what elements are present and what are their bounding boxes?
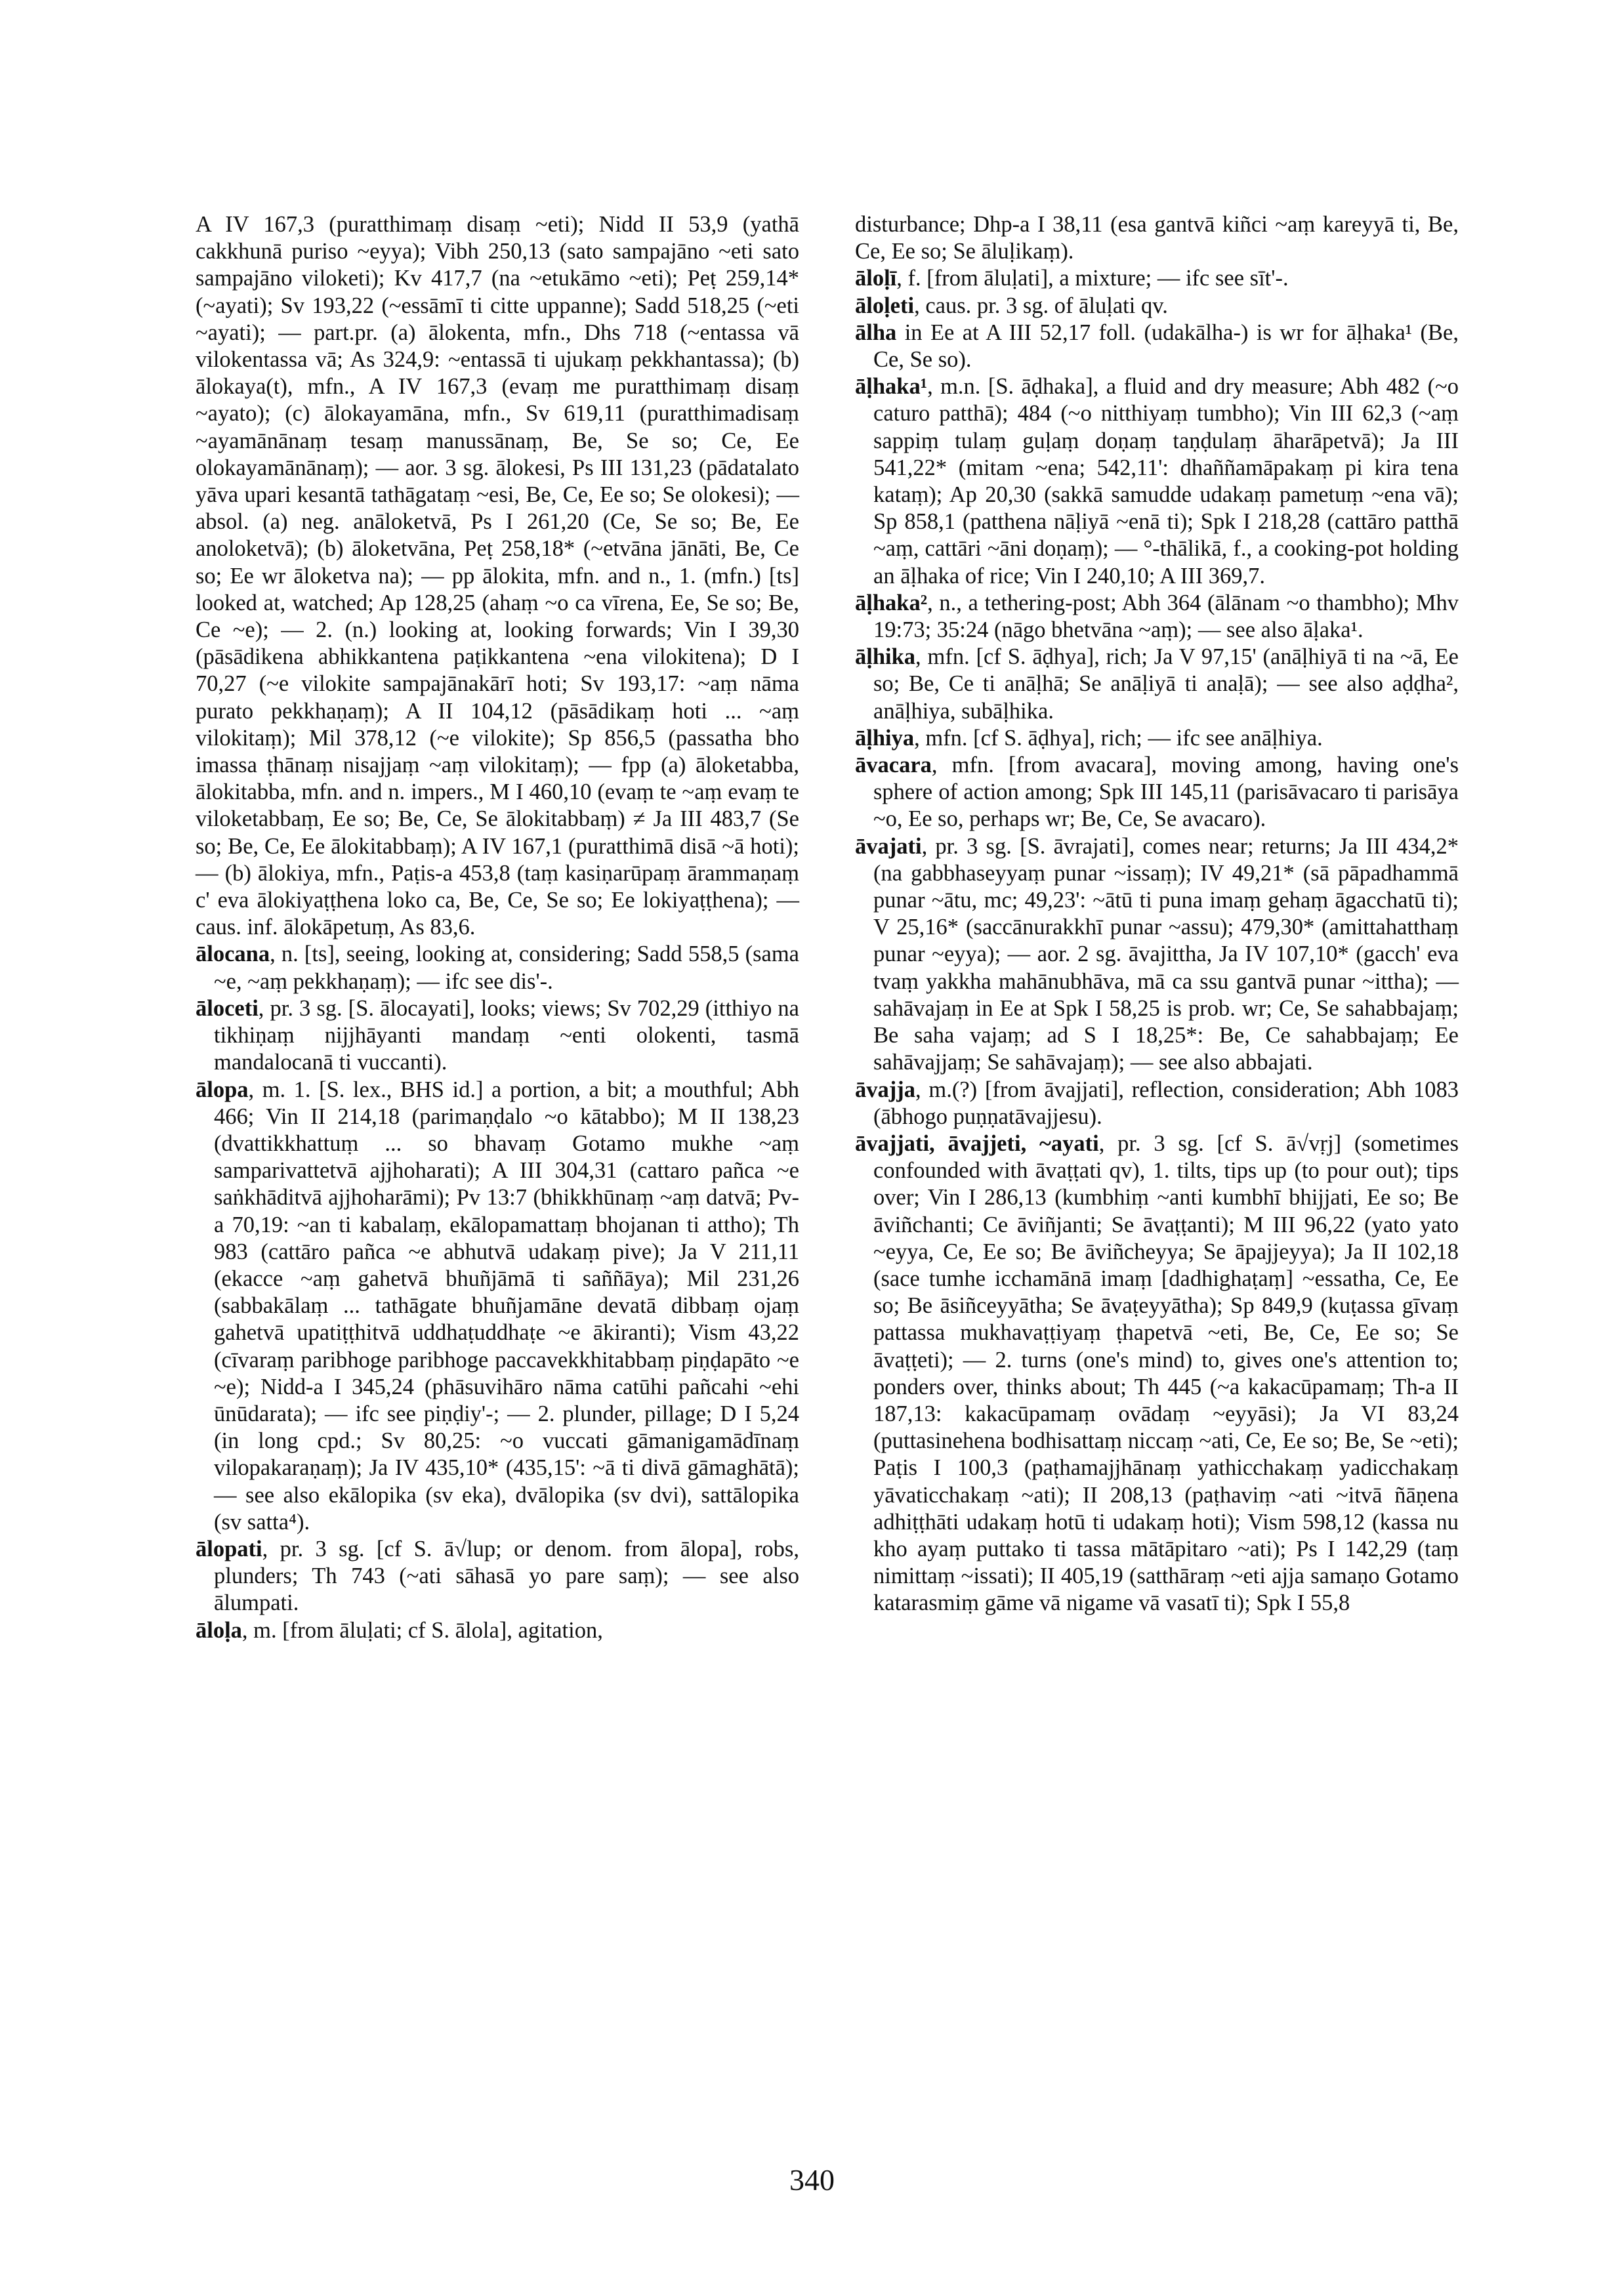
entry-text: , n., a tethering-post; Abh 364 (ālānam ~o thambho); Mhv 19:73; 35:24 (nāgo bhetvāna ~aṃ); — see also āḷaka¹. [873,590,1459,643]
entry-text: , m.(?) [from āvajjati], reflection, consideration; Abh 1083 (ābhogo puṇṇatāvajjesu). [873,1077,1459,1129]
entry [855,1130,1459,1617]
entry-text: , mfn. [from avacara], moving among, having one's sphere of action among; Spk III 145,11 (parisāvacaro ti parisāya ~o, Ee so, perhaps wr; Be, Ce, Se avacaro). [873,753,1459,832]
page-number: 340 [789,2163,835,2197]
entry-continuation [196,211,799,941]
right-column [855,211,1459,1617]
entry-text: in Ee at A III 52,17 foll. (udakālha-) is wr for āḷhaka¹ (Be, Ce, Se so). [873,320,1459,373]
entry-headword: ālocana [196,941,270,967]
entry [855,644,1459,725]
entry-headword: āvajjati, āvajjeti, ~ayati [855,1130,1099,1156]
entry-headword: āḷhiya [855,725,915,751]
entry-headword: āloḷeti [855,293,915,318]
entry [855,265,1459,292]
entry-continuation [855,211,1459,265]
entry-text: , m. 1. [S. lex., BHS id.] a portion, a bit; a mouthful; Abh 466; Vin II 214,18 (parimaṇḍalo ~o kātabbo); M II 138,23 (dvattikkhattuṃ ... so bhavaṃ Gotamo mukhe ~aṃ samparivattetvā ajjhoharati); A III 304,31 (cattaro pañca ~e saṅkhāditvā ajjhoharāmi); Pv 13:7 (bhikkhūnaṃ ~aṃ datvā; Pv-a 70,19: ~an ti kabalaṃ, ekālopamattaṃ bhojanan ti attho); Th 983 (cattāro pañca ~e abhutvā udakaṃ pive); Ja V 211,11 (ekacce ~aṃ gahetvā bhuñjāmā ti saññāya); Mil 231,26 (sabbakālaṃ ... tathāgate bhuñjamāne devatā dibbaṃ ojaṃ gahetvā upatiṭṭhitvā uddhaṭuddhaṭe ~e ākiranti); Vism 43,22 (cīvaraṃ paribhoge paribhoge paccavekkhitabbaṃ piṇḍapāto ~e ~e); Nidd-a I 345,24 (phāsuvihāro nāma catūhi pañcahi ~ehi ūnūdarata); — ifc see piṇḍiy'-; — 2. plunder, pillage; D I 5,24 (in long cpd.; Sv 80,25: ~o vuccati gāmanigamādīnaṃ vilopakaraṇaṃ); Ja IV 435,10* (435,15': ~ā ti divā gāmaghātā); — see also ekālopika (sv eka), dvālopika (sv dvi), sattālopika (sv satta⁴). [214,1077,799,1535]
entry-headword: āḷhika [855,644,916,670]
entry [855,752,1459,833]
entry-headword: ālopa [196,1077,249,1102]
entry [196,995,799,1077]
entry [855,1077,1459,1130]
entry-headword: āloḷī [855,266,897,291]
entry [196,1617,799,1644]
entry [196,1536,799,1617]
entry [855,293,1459,320]
entry-headword: āvacara [855,753,932,778]
entry-headword: āloḷa [196,1617,242,1643]
entry-text: , mfn. [cf S. āḍhya], rich; — ifc see anāḷhiya. [914,725,1323,751]
entry-headword: āḷhaka² [855,590,928,615]
entry-headword: āvajati [855,833,922,859]
entry [855,833,1459,1077]
entry-text: , m.n. [S. āḍhaka], a fluid and dry measure; Abh 482 (~o caturo patthā); 484 (~o nitthiyaṃ tumbho); Vin III 62,3 (~aṃ sappiṃ tulaṃ guḷaṃ doṇaṃ taṇḍulaṃ āharāpetvā); Ja III 541,22* (mitam ~ena; 542,11': dhaññamāpakaṃ pi kira tena kataṃ); Ap 20,30 (sakkā samudde udakaṃ pametuṃ ~ena vā); Sp 858,1 (patthena nāḷiyā ~enā ti); Spk I 218,28 (cattāro patthā ~aṃ, cattāri ~āni doṇaṃ); — °-thālikā, f., a cooking-pot holding an āḷhaka of rice; Vin I 240,10; A III 369,7. [873,374,1459,589]
entry-headword: ālha [855,320,897,345]
entry-headword: ālopati [196,1536,262,1561]
left-column [196,211,799,1644]
entry-text: , n. [ts], seeing, looking at, considering; Sadd 558,5 (sama ~e, ~aṃ pekkhaṇaṃ); — ifc see dis'-. [214,941,799,994]
entry-text: A IV 167,3 (puratthimaṃ disaṃ ~eti); Nidd II 53,9 (yathā cakkhunā puriso ~eyya); Vibh 250,13 (sato sampajāno ~eti sato sampajāno viloketi); Kv 417,7 (na ~etukāmo ~eti); Peṭ 259,14* (~ayati); Sv 193,22 (~essāmī ti citte uppanne); Sadd 518,25 (~eti ~ayati); — part.pr. (a) ālokenta, mfn., Dhs 718 (~entassa vā vilokentassa vā; As 324,9: ~entassā ti ujukaṃ pekkhantassa); (b) ālokaya(t), mfn., A IV 167,3 (evaṃ me puratthimaṃ disaṃ ~ayato); (c) ālokayamāna, mfn., Sv 619,11 (puratthimadisaṃ ~ayamānānaṃ tesaṃ manussānaṃ, Be, Se so; Ce, Ee olokayamānānaṃ); — aor. 3 sg. ālokesi, Ps III 131,23 (pādatalato yāva upari kesantā tathāgataṃ ~esi, Be, Ce, Ee so; Se olokesi); — absol. (a) neg. anāloketvā, Ps I 261,20 (Ce, Se so; Be, Ee anoloketvā); (b) āloketvāna, Peṭ 258,18* (~etvāna jānāti, Be, Ce so; Ee wr āloketva na); — pp ālokita, mfn. and n., 1. (mfn.) [ts] looked at, watched; Ap 128,25 (ahaṃ ~o ca vīrena, Ee, Se so; Be, Ce ~e); — 2. (n.) looking at, looking forwards; Vin I 39,30 (pāsādikena abhikkantena paṭikkantena ~ena vilokitena); D I 70,27 (~e vilokite sampajānakārī hoti; Sv 193,17: ~aṃ nāma purato pekkhaṇaṃ); A II 104,12 (pāsādikaṃ hoti ... ~aṃ vilokitaṃ); Mil 378,12 (~e vilokite); Sp 856,5 (passatha bho imassa ṭhānaṃ nisajjaṃ ~aṃ vilokitaṃ); — fpp (a) āloketabba, ālokitabba, mfn. and n. impers., M I 460,10 (evaṃ te ~aṃ evaṃ te viloketabbaṃ, Ee so; Be, Ce, Se ālokitabbaṃ) ≠ Ja III 483,7 (Se so; Be, Ce, Ee ālokitabbaṃ); A IV 167,1 (puratthimā disā ~ā hoti); — (b) ālokiya, mfn., Paṭis-a 453,8 (taṃ kasiṇarūpaṃ ārammaṇaṃ c' eva ālokiyaṭṭhena loko ca, Be, Ce, Se so; Ee lokiyaṭṭhena); — caus. inf. ālokāpetuṃ, As 83,6. [196,212,799,940]
entry-text: , m. [from āluḷati; cf S. ālola], agitation, [241,1617,603,1643]
entry-headword: āloceti [196,995,259,1021]
entry-text: , mfn. [cf S. āḍhya], rich; Ja V 97,15' (anāḷhiyā ti na ~ā, Ee so; Be, Ce ti anāḷhā; Se anāḷiyā ti anaḷā); — see also aḍḍha², anāḷhiya, subāḷhika. [873,644,1459,724]
entry-text: , f. [from āluḷati], a mixture; — ifc see sīt'-. [896,266,1289,291]
entry-text: , pr. 3 sg. [cf S. ā√lup; or denom. from ālopa], robs, plunders; Th 743 (~ati sāhasā yo pare saṃ); — see also ālumpati. [214,1536,799,1616]
entry-text: , pr. 3 sg. [S. ālocayati], looks; views; Sv 702,29 (itthiyo na tikhiṇaṃ nijjhāyanti mandaṃ ~enti olokenti, tasmā mandalocanā ti vuccanti). [214,995,799,1075]
entry-text: , pr. 3 sg. [cf S. ā√vṛj] (sometimes confounded with āvaṭṭati qv), 1. tilts, tips up (to pour out); tips over; Vin I 286,13 (kumbhiṃ ~anti kumbhī bhijjati, Ee so; Be āviñchanti; Ce āviñjanti; Se āvaṭṭanti); M III 96,22 (yato yato ~eyya, Ce, Ee so; Be āviñcheyya; Se āpajjeyya); Ja II 102,18 (sace tumhe icchamānā imaṃ [dadhighaṭaṃ] ~essatha, Ce, Ee so; Be āsiñceyyātha; Se āvaṭeyyātha); Sp 849,9 (kuṭassa gīvaṃ pattassa mukhavaṭṭiyaṃ ṭhapetvā ~eti, Be, Ce, Ee so; Se āvaṭṭeti); — 2. turns (one's mind) to, gives one's attention to; ponders over, thinks about; Th 445 (~a kakacūpamaṃ; Th-a II 187,13: kakacūpamaṃ ovādaṃ ~eyyāsi); Ja VI 83,24 (puttasinehena bodhisattaṃ niccaṃ ~ati, Ce, Ee so; Be, Se ~eti); Paṭis I 100,3 (paṭhamajjhānaṃ yathicchakaṃ yadicchakaṃ yāvaticchakaṃ ~ati); II 208,13 (paṭhaviṃ ~ati ~itvā ñāṇena adhiṭṭhāti udakaṃ hotū ti udakaṃ hoti); Vism 598,12 (kassa nu kho ayaṃ puttako ti tassa mātāpitaro ~ati); Ps I 142,29 (taṃ nimittaṃ ~issati); II 405,19 (satthāraṃ ~eti ajja samaṇo Gotamo katarasmiṃ gāme vā nigame vā vasatī ti); Spk I 55,8 [873,1130,1459,1616]
entry [855,320,1459,373]
entry [855,725,1459,752]
entry-text: , pr. 3 sg. [S. āvrajati], comes near; returns; Ja III 434,2* (na gabbhaseyyaṃ punar ~issaṃ); IV 49,21* (sā pāpadhammā punar ~ātu, mc; 49,23': ~ātū ti puna imaṃ gehaṃ āgacchatū ti); V 25,16* (saccānurakkhī punar ~assu); 479,30* (amittahatthaṃ punar ~eyya); — aor. 2 sg. āvajittha, Ja IV 107,10* (gacch' eva tvaṃ yakkha mahānubhāva, mā ca ssu gantvā punar ~ittha); — sahāvajaṃ in Ee at Spk I 58,25 is prob. wr; Ce, Se sahabbajaṃ; Be saha vajaṃ; ad S I 18,25*: Be, Ce sahabbajaṃ; Ee sahāvajjaṃ; Se sahāvajaṃ); — see also abbajati. [873,833,1459,1075]
entry [855,590,1459,644]
entry [196,1077,799,1536]
entry-headword: āvajja [855,1077,915,1102]
entry-headword: āḷhaka¹ [855,374,928,400]
entry-text: disturbance; Dhp-a I 38,11 (esa gantvā kiñci ~aṃ kareyyā ti, Be, Ce, Ee so; Se āluḷikaṃ). [855,212,1459,264]
entry-text: , caus. pr. 3 sg. of āluḷati qv. [914,293,1168,318]
entry [196,941,799,995]
entry [855,373,1459,590]
